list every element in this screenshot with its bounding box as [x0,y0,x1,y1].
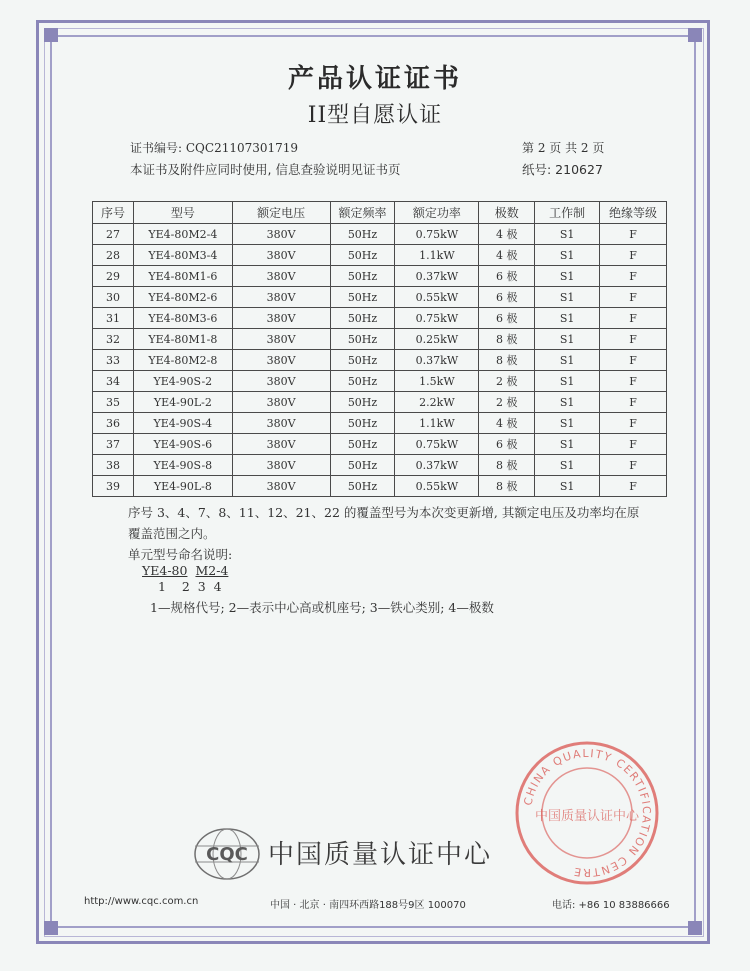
column-header: 型号 [133,202,232,224]
table-cell: 27 [93,224,134,245]
table-cell: 4 极 [479,413,535,434]
table-cell: 4 极 [479,245,535,266]
table-row [93,224,667,245]
table-cell: 35 [93,392,134,413]
table-cell: 33 [93,350,134,371]
table-cell: YE4-80M2-6 [133,287,232,308]
table-cell: 0.75kW [395,308,479,329]
table-cell: 380V [232,392,330,413]
table-cell: YE4-90S-6 [133,434,232,455]
table-cell: 0.37kW [395,266,479,287]
table-cell: 0.55kW [395,287,479,308]
footer-website: http://www.cqc.com.cn [84,896,199,907]
frame-corner-ornament [688,28,702,42]
naming-model [142,563,228,578]
table-cell: 4 极 [479,224,535,245]
column-header: 额定电压 [232,202,330,224]
table-cell: 32 [93,329,134,350]
table-cell: S1 [535,413,600,434]
table-cell: 380V [232,350,330,371]
naming-legend: 1—规格代号; 2—表示中心高或机座号; 3—铁心类别; 4—极数 [150,600,494,615]
table-cell: 2.2kW [395,392,479,413]
table-cell: YE4-80M1-8 [133,329,232,350]
table-cell: S1 [535,371,600,392]
table-cell: S1 [535,245,600,266]
footer-phone: 电话: +86 10 83886666 [552,900,670,911]
table-cell: 50Hz [330,413,395,434]
note-line-2: 覆盖范围之内。 [128,526,216,541]
table-cell: 8 极 [479,329,535,350]
table-cell: 380V [232,371,330,392]
table-cell: 38 [93,455,134,476]
table-cell: 37 [93,434,134,455]
footer-address: 中国 · 北京 · 南四环西路188号9区 100070 [270,900,466,911]
table-cell: 380V [232,455,330,476]
table-cell: F [600,392,667,413]
column-header: 额定功率 [395,202,479,224]
table-cell: 50Hz [330,245,395,266]
naming-model-part-1: YE4-80 [142,563,188,578]
table-row [93,413,667,434]
table-cell: 0.37kW [395,350,479,371]
table-cell: S1 [535,308,600,329]
table-cell: 50Hz [330,350,395,371]
table-cell: S1 [535,224,600,245]
column-header: 极数 [479,202,535,224]
table-cell: F [600,224,667,245]
naming-title: 单元型号命名说明: [128,547,233,562]
table-cell: F [600,455,667,476]
table-cell: S1 [535,287,600,308]
frame-corner-ornament [44,921,58,935]
table-cell: F [600,434,667,455]
table-cell: 29 [93,266,134,287]
table-cell: 0.37kW [395,455,479,476]
seal-inner-text: 中国质量认证中心 [534,809,640,824]
table-cell: YE4-80M3-4 [133,245,232,266]
table-cell: 6 极 [479,434,535,455]
table-cell: F [600,350,667,371]
table-cell: 380V [232,224,330,245]
column-header: 额定频率 [330,202,395,224]
table-cell: F [600,371,667,392]
table-cell: F [600,266,667,287]
page-info: 第 2 页 共 2 页 [522,141,605,155]
table-cell: 2 极 [479,371,535,392]
table-row [93,476,667,497]
table-cell: 28 [93,245,134,266]
table-cell: 50Hz [330,308,395,329]
table-cell: YE4-90S-2 [133,371,232,392]
table-row [93,434,667,455]
table-row [93,245,667,266]
table-cell: S1 [535,476,600,497]
column-header: 序号 [93,202,134,224]
table-cell: S1 [535,434,600,455]
table-cell: YE4-80M2-8 [133,350,232,371]
table-cell: 6 极 [479,287,535,308]
table-cell: 0.55kW [395,476,479,497]
table-cell: 50Hz [330,434,395,455]
table-cell: S1 [535,392,600,413]
table-cell: 34 [93,371,134,392]
usage-note: 本证书及附件应同时使用, 信息查验说明见证书页 [130,162,401,177]
table-cell: 380V [232,308,330,329]
certification-seal-stamp [512,738,662,888]
table-cell: F [600,476,667,497]
certificate-title: 产品认证证书 [287,64,462,94]
table-cell: 8 极 [479,455,535,476]
table-cell: YE4-90S-4 [133,413,232,434]
table-body [93,224,667,497]
table-cell: 39 [93,476,134,497]
table-cell: 36 [93,413,134,434]
frame-corner-ornament [688,921,702,935]
table-cell: YE4-90S-8 [133,455,232,476]
table-cell: 8 极 [479,476,535,497]
cert-number-line [130,139,298,156]
table-cell: 6 极 [479,308,535,329]
table-row [93,371,667,392]
table-cell: 0.75kW [395,224,479,245]
table-cell: 31 [93,308,134,329]
table-header-row [93,202,667,224]
table-cell: F [600,287,667,308]
seal-outer-text: CHINA QUALITY CERTIFICATION CENTRE [521,746,654,880]
table-cell: 380V [232,476,330,497]
table-cell: YE4-90L-2 [133,392,232,413]
table-cell: 380V [232,266,330,287]
table-row [93,266,667,287]
table-cell: 1.1kW [395,413,479,434]
certificate-subtitle: II型自愿认证 [307,103,443,128]
table-cell: S1 [535,266,600,287]
table-cell: S1 [535,350,600,371]
paper-number: 纸号: 210627 [522,162,603,177]
note-line-1: 序号 3、4、7、8、11、12、21、22 的覆盖型号为本次变更新增, 其额定电压及功率均在原 [128,505,640,520]
table-cell: 0.25kW [395,329,479,350]
naming-indices: 1 2 3 4 [158,579,222,594]
table-cell: 50Hz [330,287,395,308]
table-cell: 50Hz [330,476,395,497]
table-cell: 1.5kW [395,371,479,392]
table-cell: F [600,329,667,350]
table-cell: 380V [232,245,330,266]
cert-number-label: 证书编号: [130,141,183,155]
cqc-globe-logo-icon [192,826,262,882]
product-model-table [92,201,667,497]
table-row [93,329,667,350]
brand-name: 中国质量认证中心 [268,840,493,870]
table-cell: 0.75kW [395,434,479,455]
table-cell: YE4-80M3-6 [133,308,232,329]
table-row [93,308,667,329]
table-cell: S1 [535,455,600,476]
table-cell: F [600,308,667,329]
table-cell: YE4-80M2-4 [133,224,232,245]
table-cell: 2 极 [479,392,535,413]
table-cell: YE4-80M1-6 [133,266,232,287]
table-row [93,350,667,371]
naming-model-part-2: M2-4 [195,563,229,578]
table-cell: 50Hz [330,266,395,287]
table-cell: 50Hz [330,329,395,350]
table-cell: 50Hz [330,224,395,245]
table-cell: 380V [232,434,330,455]
table-row [93,392,667,413]
table-row [93,455,667,476]
table-cell: F [600,245,667,266]
table-cell: YE4-90L-8 [133,476,232,497]
table-cell: 50Hz [330,392,395,413]
table-cell: 50Hz [330,371,395,392]
column-header: 绝缘等级 [600,202,667,224]
table-cell: F [600,413,667,434]
table-cell: 50Hz [330,455,395,476]
table-cell: 8 极 [479,350,535,371]
table-cell: 30 [93,287,134,308]
table-cell: 380V [232,329,330,350]
logo-text: CQC [206,844,248,865]
table-cell: 6 极 [479,266,535,287]
table-cell: 380V [232,287,330,308]
table-cell: 380V [232,413,330,434]
table-cell: 1.1kW [395,245,479,266]
column-header: 工作制 [535,202,600,224]
cert-number-value: CQC21107301719 [185,141,299,155]
frame-corner-ornament [44,28,58,42]
table-row [93,287,667,308]
table-cell: S1 [535,329,600,350]
